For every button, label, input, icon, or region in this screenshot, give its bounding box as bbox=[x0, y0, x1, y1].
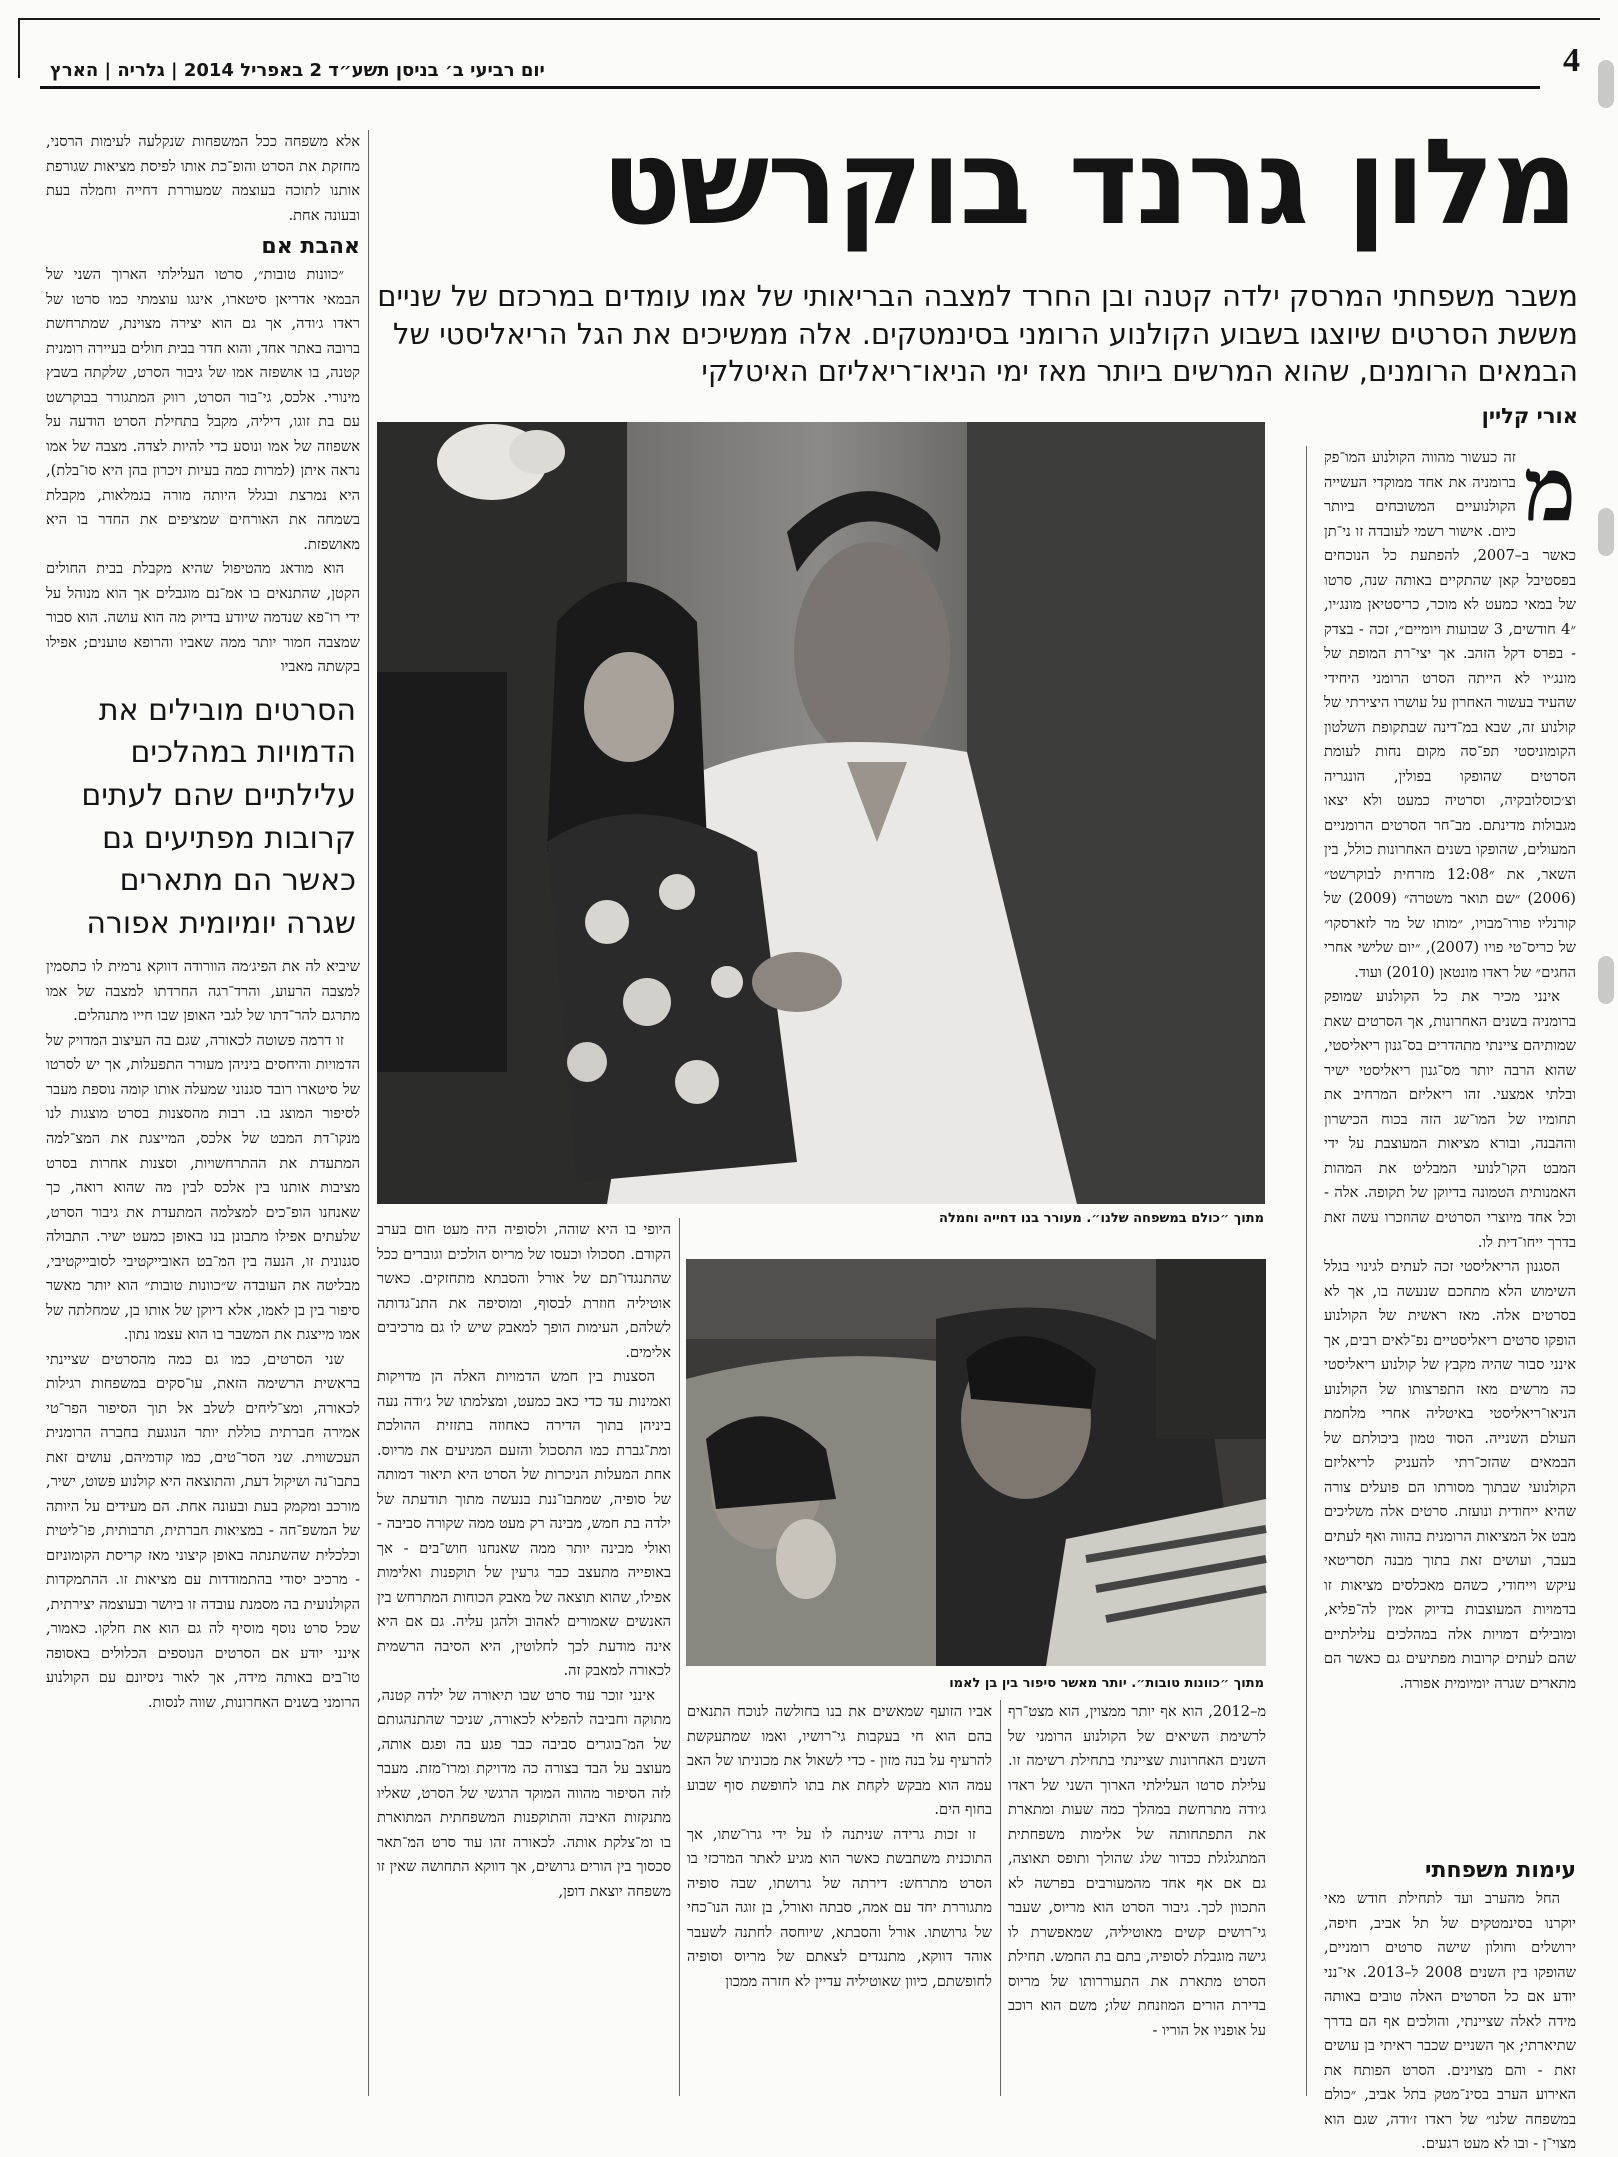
paragraph: זו זכות גרידה שניתנה לו על ידי גרו־שתו, אך התוכנית משתבשת כאשר הוא מגיע לאתר המרכזי בו הסרט מתרחש: דירתה של גרושתו, שבה סופיה מתגוררת יחד עם אמה, סבתה ואורל, בן זוגה הנו־כחי של גרושתו. אורל והסבתא, שיוחסה לחתנה לשעבר אוהד דווקא, מתנגדים לצאתם של מריוס וסופיה לחופשתם, כיוון שאוטיליה עדיין לא חזרה ממכון bbox=[687, 1825, 992, 1990]
photo-caption: מתוך ״כולם במשפחה שלנו״. מעורר בנו דחייה וחמלה bbox=[939, 1211, 1264, 1226]
paragraph: אביו הזועף שמאשים את בנו בחולשה לנוכח התנאים בהם הוא חי בעקבות גי־רושיו, ואמו שמתעקשת להרעיף על בנה מזון - כדי לשאול את מכוניתו של האב עמה הוא מבקש לקחת את בתו לחופשת סוף שבוע בחוף הים. bbox=[687, 1703, 992, 1819]
dek: משבר משפחתי המרסק ילדה קטנה ובן החרד למצבה הבריאותי של אמו עומדים במרכזם של שניים מששת הסרטים שיוצגו בשבוע הקולנוע הרומני בסינמטקים. אלה ממשיכים את הגל הריאליסטי של הבמאים הרומנים, שהוא המרשים ביותר מאז ימי הניאו־ריאליזם האיטלקי bbox=[377, 279, 1578, 389]
masthead bbox=[40, 42, 1580, 88]
byline: אורי קליין bbox=[1481, 404, 1578, 428]
paragraph: מ–2012, הוא אף יותר ממצוין, הוא מצט־רף לרשימת השיאים של הקולנוע הרומני של השנים האחרונות שציינתי בתחילת רשימה זו. עלילת סרטו העלילתי הארוך השני של ראדו ג׳ודה מתרחשת במהלך כמה שעות ומתארת את התפתחותה של אלימות משפחתית המתגלגלת ככדור שלג שהולך ותופס תאוצה, גם אם אף אחד מהמעורבים בפרשה לא התכוון לכך. גיבור הסרט הוא מריוס, שעבר גי־רושים קשים מאוטיליה, שמאפשרת לו גישה מוגבלת לסופיה, בתם בת החמש. תחילת הסרט מתארת את התעוררותו של מריוס בדירת הורים המוזנחת שלו; משם הוא רוכב על אופניו אל הוריו - bbox=[1008, 1703, 1266, 2039]
paragraph: ״כוונות טובות״, סרטו העלילתי הארוך השני של הבמאי אדריאן סיטארו, אינגו עוצמתי כמו סרטו של ראדו ג׳ודה, אך גם הוא יצירה מצוינת, שמתרחשת ברובה באתר אחד, והוא חדר בבית חולים בעיירה רומנית קטנה, בו אושפזה אמו של גיבור הסרט, שלקתה בשבץ מינורי. אלכס, גי־בור הסרט, רווק המתגורר בבוקרשט עם בת זוגו, דיליה, מקבל בתחילת הסרט הודעה על אשפוזה של אמו ונוסע כדי להיות לצדה. מצבה של אמו נראה איתן (למרות כמה בעיות זיכרון בהן היא סו־בלת), היא נמרצת ובגלל היותה מורה בגמלאות, מקבלת בשמחה את האורחים שמציפים את החדר בו היא מאושפזת. bbox=[46, 266, 360, 553]
drop-cap: מ bbox=[1523, 437, 1576, 541]
paragraph: זה כעשור מהווה הקולנוע המו־פק ברומניה את אחד ממוקדי העשייה הקולנועיים המשובחים ביותר כיום. אישור רשמי לעובדה זו ני־תן כאשר ב–2007, להפתעת כל הנוכחים בפסטיבל קאן שהתקיים באותה שנה, סרטו של במאי כמעט לא מוכר, כריסטיאן מונג׳יו, ״4 חודשים, 3 שבועות ויומיים״, זכה - בצדק - בפרס דקל הזהב. אך יצי־רת המופת של מונג׳יו לא הייתה הסרט הרומני היחידי שהעיד בעשור האחרון על עושרו היצירתי של קולנוע זה, שבא במ־דינה שבתקופת השלטון הקומוניסטי תפ־סה מקום נחות לעומת הסרטים שהופקו בפולין, הונגריה וצ׳כוסלובקיה, וסרטיה כמעט ולא יצאו מגבולות מדינתם. מב־חר הסרטים הרומניים המעולים, שהופקו בשנים האחרונות כולל, בין השאר, את ״12:08 מזרחית לבוקרשט״ (2006) ״שם תואר משטרה״ (2009) של קורנליו פורו־מבויו, ״מותו של מר לזארסקו״ של כריס־טי פויו (2007), ״יום שלישי אחרי החגים״ של ראדו מונטאן (2010) ועוד. bbox=[1324, 449, 1577, 981]
paragraph: הסגנון הריאליסטי זכה לעתים לגינוי בגלל השימוש הלא מתחכם שנעשה בו, אך לא בסרטים אלה. מאז ראשית של הקולנוע הופקו סרטים ריאליסטיים נפ־לאים רבים, אך אינני סבור שהיה מקבץ של קולנוע ריאליסטי כה מרשים מאז התפרצותו של הקולנוע הניאו־ריאליסטי באיטליה אחרי מלחמת העולם השנייה. הסוד טמון ביכולתם של הבמאים שהזכ־רתי להעניק לריאליזם הקולנועי שבתוך מסורתו הם פועלים צורה שהיא ייחודית ונועזת. סרטים אלה משליכים מבט אל המציאות הרומנית בהווה ואף לעתים בעבר, ועושים זאת בתוך מבנה תסריטאי עיקש וייחודי, כשהם מאכלסים מציאות זו בדמויות המעוצבות בדיוק אמין לה־פליא, ומובילים דמויות אלה במהלכים עלילתיים שהם לעתים קרובות מפתיעים גם כאשר הם מתארים שגרה יומיומית אפורה. bbox=[1324, 1258, 1576, 1692]
paragraph: הוא מודאג מהטיפול שהיא מקבלת בבית החולים הקטן, שהתנאים בו אמ־נם מוגבלים אך הוא מנוהל על ידי רו־פא שנדמה שיודע בדיוק מה הוא עושה. הוא סבור שמצבה חמור יותר ממה שאביו והרופא טוענים; אפילו בקשתה מאביו bbox=[46, 560, 360, 676]
photo-father-daughter bbox=[377, 422, 1265, 1204]
subhead: אהבת אם bbox=[261, 234, 360, 260]
paragraph: שיביא לה את הפיג׳מה הוורודה דווקא נרמית לו כתסמין למצבה הרעוע, והרד־רגה החרדתו למצבה של אמו מתרגם להר־דתו של לגבי האופן שבו חייו מתנהלים. bbox=[46, 958, 360, 1025]
pull-quote: הסרטים מובילים את הדמויות במהלכים עלילתיים שהם לעתים קרובות מפתיעים גם כאשר הם מתארים שגרה יומיומית אפורה bbox=[81, 692, 356, 941]
page-border-top bbox=[18, 18, 1600, 20]
column-mid-3 bbox=[377, 1218, 671, 2096]
photo-image bbox=[377, 422, 1265, 1204]
binder-hole-mark bbox=[1598, 508, 1614, 556]
subhead: עימות משפחתי bbox=[1425, 1858, 1576, 1883]
paragraph: היופי בו היא שוהה, ולסופיה היה מעט חום בערב הקודם. תסכולו וכעסו של מריוס הולכים וגוברים ככל שהתנגדו־תם של אורל והסבתא מתחזקים. כאשר אוטיליה חוזרת לבסוף, ומוסיפה את התנ־גדותה לשלהם, העימות הופך למאבק שיש לו גם מרכיבים אלימים. bbox=[377, 1221, 671, 1361]
paragraph: אינני מכיר את כל הקולנוע שמופק ברומניה בשנים האחרונות, אך הסרטים שאת שמותיהם ציינתי מתהדרים בס־גנון ריאליסטי, שהוא הרבה יותר מס־גנון ריאליסטי ישיר ובלתי אמצעי. זהו ריאליזם המרחיב את תחומיו של המו־שג הזה בכוח הכישרון וההבנה, ובורא מציאות המעוצבת על ידי המבט הקו־לנועי המבליט את המהות האמנותית הטמונה בדיוקן של תקופה. אלה - וכל אחד מיוצרי הסרטים שהוזכרו עשה זאת בדרך ייחו־דית לו. bbox=[1324, 988, 1576, 1251]
photo-image bbox=[686, 1259, 1266, 1666]
column-right bbox=[1324, 437, 1577, 1846]
paragraph: אינני זוכר עוד סרט שבו תיאורה של ילדה קטנה, מתוקה וחביבה להפליא לכאורה, שניכר שהתנהגותם של המ־בוגרים סביבה כבר פגע בה ופגם אותה, מעוצב על הבד בצורה כה מדויקת ומרו־מזת. מעבר לזה הסיפור מהווה המוקד הרגשי של הסרט, שאליו מתנקזות האיבה והתוקפנות המשפחתית המתוארת בו ומ־צלקת אותה. לכאורה זהו עוד סרט המ־תאר סכסוך בין הורים גרושים, אך דווקא התחושה שאין זו משפחה יוצאת דופן, bbox=[377, 1686, 671, 1900]
column-mid-2 bbox=[687, 1700, 992, 2096]
running-head: יום רביעי ב׳ בניסן תשע״ד 2 באפריל 2014 | גלריה | הארץ bbox=[50, 60, 545, 81]
page-number: 4 bbox=[1563, 42, 1580, 79]
paragraph: שני הסרטים, כמו גם כמה מהסרטים שציינתי בראשית הרשימה הזאת, עו־סקים במשפחות רגילות לכאורה, ומצ־ליחים לשלב אל תוך הסיפור הפר־טי אמירה חברתית כוללת יותר הנוגעת בחברה הרומנית העכשווית. שני הסר־טים, כמו קודמיהם, עושים זאת בתבו־נה ושיקול דעת, והתוצאה היא קולנוע פשוט, ישיר, מורכב ומקמק בעת ובעונה אחת. הם מעידים על היותה של המשפ־חה - במציאות חברתית, תרבותית, פו־ליטית וכלכלית שהשתנתה באופן קיצוני מאז קריסת הקומוניזם - מרכיב יסודי בהתמודדות עם מציאות זו. ההתמקדות הקולנועית בה מסמנת עובדה זו ביושר ובעוצמה יצירתית, שכל סרט נוסף מוסיף לה גם הוא את חלקו. כאמור, אינני יודע אם הסרטים הנוספים הכלולים באסופה טו־בים באותה מידה, אך לאור ניסיונם עם הקולנוע הרומני בשנים האחרונות, שווה לנסות. bbox=[46, 1350, 360, 1711]
photo-caption: מתוך ״כוונות טובות״. יותר מאשר סיפור בין בן לאמו bbox=[949, 1676, 1264, 1691]
binder-hole-mark bbox=[1598, 60, 1614, 108]
column-left bbox=[46, 130, 360, 2096]
binder-hole-mark bbox=[1598, 956, 1614, 1004]
column-mid-1 bbox=[1008, 1700, 1266, 2096]
column-rule bbox=[368, 130, 369, 2096]
headline: מלון גרנד בוקרשט bbox=[601, 113, 1576, 251]
column-right-bottom bbox=[1324, 1852, 1576, 2153]
photo-mother-son bbox=[686, 1259, 1266, 1666]
paragraph: אלא משפחה ככל המשפחות שנקלעה לעימות הרסני, מחזקת את הסרט והופ־כת אותו לפיסת מציאות שגורפת אותנו לתוכה בעוצמה שמעוררת דחייה וחמלה בעת ובעונה אחת. bbox=[46, 133, 360, 224]
paragraph: החל מהערב ועד לתחילת חודש מאי יוקרנו בסינמטקים של תל אביב, חיפה, ירושלים וחולון שישה סרטים רומניים, שהופקו בין השנים 2008 ל–2013. אי־נני יודע אם כל הסרטים האלה טובים באותה מידה לאלה שציינתי, והולכים אף הם בדרך שתיארתי; אך השניים שכבר ראיתי בן עושים זאת - והם מצוינים. הסרט הפותח את האירוע הערב בסינ־מטק בתל אביב, ״כולם במשפחה שלנו״ של ראדו ז׳ודה, שגם הוא מצוי־ן - ובו לא מעט רגעים. bbox=[1324, 1890, 1576, 2153]
paragraph: זו דרמה פשוטה לכאורה, שגם בה העיצוב המדויק של הדמויות והיחסים ביניהן מעורר התפעלות, אך יש לסרטו של סיטארו רובד סגנוני שמעלה אותו קומה נוספת מעבר לסיפור המוצג בו. רבות מהסצנות בסרט מוצגות לנו מנקו־דת המבט של אלכס, המייצגת את המצ־למה המתעדת את ההתרחשויות, וסצנות אחרות בסרט מציבות אותנו בין אלכס לבין מה שהוא רואה, כך שאנחנו הופ־כים למצלמה המתעדת את גיבור הסרט, שלעתים אפילו מתבונן בנו באופן כמעט ישיר. התבולה סגנונית זו, הנעה בין המ־בט האובייקטיבי לסובייקטיבי, מבליטה את העובדה ש״כוונות טובות״ הוא יותר מאשר סיפור בין בן לאמו, אלא דיוקן של אותו בן, שמחלתה של אמו מייצגת את המשבר בו הוא עצמו נתון. bbox=[46, 1031, 360, 1344]
binder-hole-marks bbox=[1598, 60, 1618, 1404]
column-rule bbox=[679, 1218, 680, 2096]
paragraph: הסצנות בין חמש הדמויות האלה הן מדויקות ואמינות עד כדי כאב כמעט, ומצלמתו של ג׳ודה נעה ביניהן בתוך הדירה כאחוזה בתזזית ההולכת ומת־גברת כמו התסכול והזעם המניעים את מריוס. אחת המעלות הניכרות של הסרט היא תיאור דמותה של סופיה, שמתבו־ננת בנעשה מתוך תודעתה של ילדה בת חמש, מבינה רק מעט ממה שקורה סביבה - ואולי מבינה יותר ממה שאנחנו חוש־בים - אך באופייה מתעצב כבר גרעין של תוקפנות ואלימות אפילו, שהוא תוצאה של מאבק הכוחות המתרחש בין האנשים שאמורים לאהוב ולהגן עליה. גם אם היא אינה מודעת לכך לחלוטין, היא הסיבה הרשמית לכאורה למאבק זה. bbox=[377, 1368, 671, 1680]
page-border-left bbox=[18, 18, 20, 78]
column-rule bbox=[1000, 1700, 1001, 2096]
masthead-rule bbox=[40, 86, 1540, 89]
column-rule bbox=[1306, 446, 1307, 2096]
